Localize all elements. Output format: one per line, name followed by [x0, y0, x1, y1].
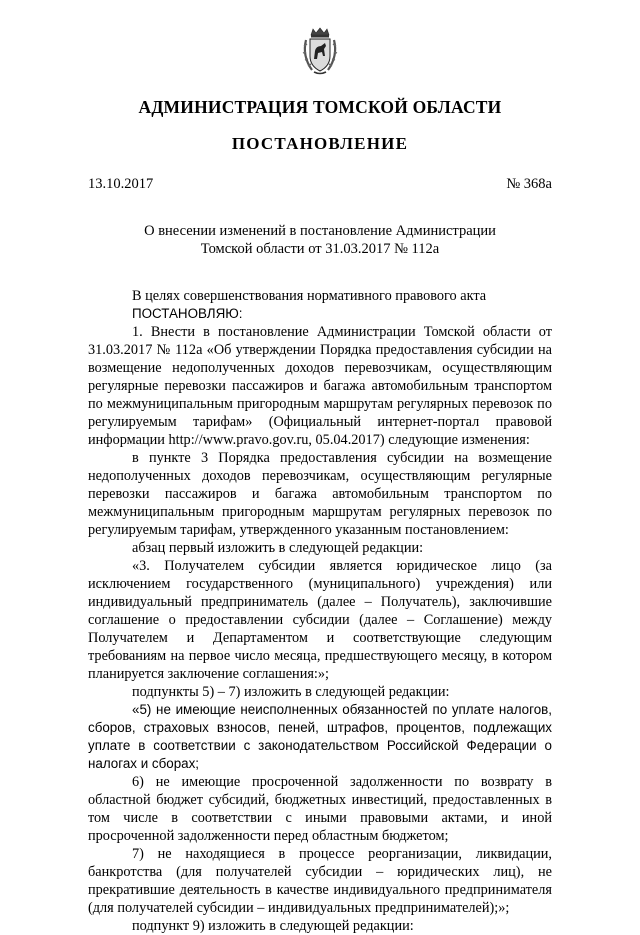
tomsk-coat-of-arms-icon [300, 26, 340, 76]
paragraph-intro: В целях совершенствования нормативного правового акта [132, 288, 487, 304]
paragraph-amend-point-3: в пункте 3 Порядка предоставления субсидии на возмещение недополученных доходов перевозчикам, осуществляющим регулярные перевозки пассажиров и багажа автомобильным транспортом по межмуниципальным пригородным маршрутам регулярных перевозок по регулируемым тарифам, утвержденного указанным постановлением: [88, 450, 552, 538]
paragraph-subitem-6: 6) не имеющие просроченной задолженности по возврату в областной бюджет субсидий, бюджетных инвестиций, предоставленных в том числе в соответствии с иными правовыми актами, и иной просроченной задолженности перед областным бюджетом; [88, 774, 552, 844]
document-date: 13.10.2017 [88, 176, 154, 192]
organization-title: АДМИНИСТРАЦИЯ ТОМСКОЙ ОБЛАСТИ [138, 97, 502, 117]
paragraph-quote-3: «3. Получателем субсидии является юридическое лицо (за исключением государственного (муниципального) учреждения) или индивидуальный предприниматель (далее – Получатель), заключившие соглашение о предоставлении субсидии (далее – Соглашение) между Получателем и Департаментом и соответствующие следующим требованиям на первое число месяца, предшествующего месяцу, в котором планируется заключение соглашения:»; [88, 558, 552, 682]
subject-line-2: Томской области от 31.03.2017 № 112а [200, 241, 440, 257]
document-type: ПОСТАНОВЛЕНИЕ [231, 134, 409, 153]
paragraph-item-1: 1. Внести в постановление Администрации Томской области от 31.03.2017 № 112а «Об утверждении Порядка предоставления субсидии на возмещение недополученных доходов перевозчикам, осуществляющим регулярные перевозки пассажиров и багажа автомобильным транспортом по межмуниципальным пригородным маршрутам регулярных перевозок по регулируемым тарифам» (Официальный интернет-портал правовой информации http://www.pravo.gov.ru, 05.04.2017) следующие изменения: [88, 324, 552, 448]
subject-line-1: О внесении изменений в постановление Администрации [144, 223, 496, 239]
paragraph-subitem-7: 7) не находящиеся в процессе реорганизации, ликвидации, банкротства (для получателей субсидии – юридических лиц), не прекратившие деятельность в качестве индивидуального предпринимателя (для получателей субсидии – индивидуальных предпринимателей);»; [88, 846, 552, 916]
paragraph-resolve: ПОСТАНОВЛЯЮ: [132, 306, 243, 321]
paragraph-subitem-9: подпункт 9) изложить в следующей редакции: [132, 918, 414, 934]
paragraph-subitems-5-7: подпункты 5) – 7) изложить в следующей редакции: [132, 684, 450, 700]
document-number: № 368а [506, 176, 552, 192]
document-subject [0, 222, 640, 258]
paragraph-subitem-5: «5) не имеющие неисполненных обязанностей по уплате налогов, сборов, страховых взносов, пеней, штрафов, процентов, подлежащих уплате в соответствии с законодательством Российской Федерации о налогах и сборах; [88, 702, 552, 771]
document-body [88, 287, 552, 935]
paragraph-first-indent: абзац первый изложить в следующей редакции: [132, 540, 424, 556]
